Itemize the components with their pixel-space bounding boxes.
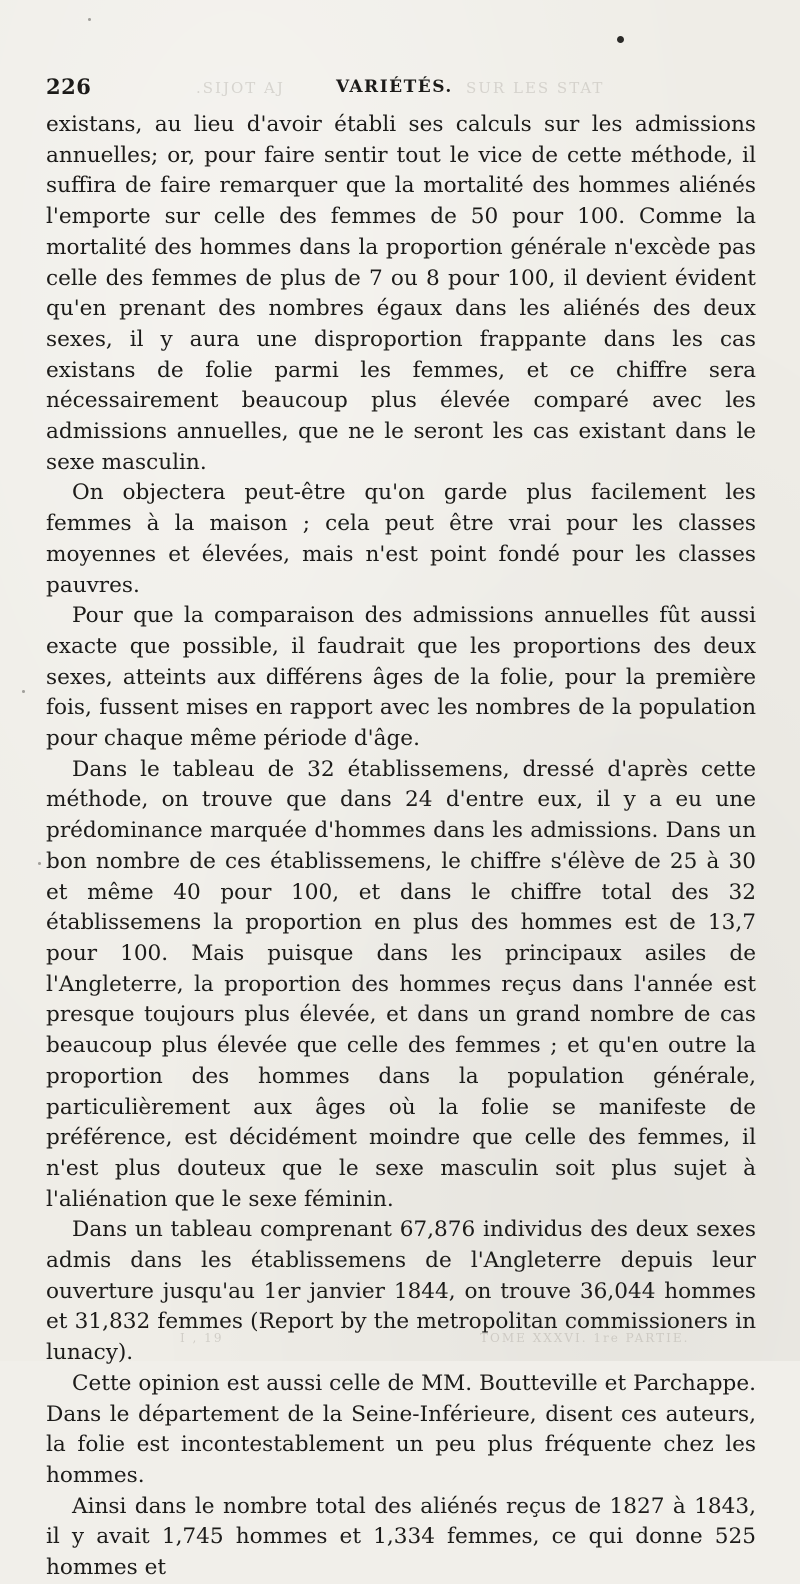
paragraph: Ainsi dans le nombre total des aliénés reçus de 1827 à 1843, il y avait 1,745 hommes et 1,334 femmes, ce qui donne 525 hommes et <box>46 1493 756 1581</box>
paragraph-continued: existans, au lieu d'avoir établi ses calculs sur les admissions annuelles; or, pour faire sentir tout le vice de cette méthode, il suffira de faire remarquer que la mortalité des hommes aliénés l'emporte sur celle des femmes de 50 pour 100. Comme la mortalité des hommes dans la proportion générale n'excède pas celle des femmes de plus de 7 ou 8 pour 100, il devient évident qu'en prenant des nombres égaux dans les aliénés des deux sexes, il y aura une disproportion frappante dans les cas existans de folie parmi les femmes, et ce chiffre sera nécessairement beaucoup plus élevée comparé avec les admissions annuelles, que ne le seront les cas existant dans le sexe masculin. <box>46 112 756 475</box>
running-title: VARIÉTÉS. <box>336 77 453 97</box>
show-through-footer-left: I , 19 <box>180 1331 224 1345</box>
show-through-header-left: .SIJOT AJ <box>196 79 285 97</box>
paragraph: Cette opinion est aussi celle de MM. Boutteville et Parchappe. Dans le département de la Seine-Inférieure, disent ces auteurs, la folie est incontestablement un peu plus fréquente chez les hommes. <box>46 1370 756 1488</box>
paper-speck <box>88 18 91 21</box>
body-text <box>46 110 756 1584</box>
page-header <box>46 74 754 104</box>
ink-blot <box>617 36 624 43</box>
paper-speck <box>22 690 25 693</box>
paragraph: Pour que la comparaison des admissions annuelles fût aussi exacte que possible, il faudrait que les proportions des deux sexes, atteints aux différens âges de la folie, pour la première fois, fussent mises en rapport avec les nombres de la population pour chaque même période d'âge. <box>46 603 756 752</box>
paragraph: On objectera peut-être qu'on garde plus facilement les femmes à la maison ; cela peut être vrai pour les classes moyennes et élevées, mais n'est point fondé pour les classes pauvres. <box>46 480 756 598</box>
show-through-footer-right: TOME XXXVI. 1re PARTIE. <box>480 1331 690 1345</box>
paragraph: Dans le tableau de 32 établissemens, dressé d'après cette méthode, on trouve que dans 24 d'entre eux, il y a eu une prédominance marquée d'hommes dans les admissions. Dans un bon nombre de ces établissemens, le chiffre s'élève de 25 à 30 et même 40 pour 100, et dans le chiffre total des 32 établissemens la proportion en plus des hommes est de 13,7 pour 100. Mais puisque dans les principaux asiles de l'Angleterre, la proportion des hommes reçus dans l'année est presque toujours plus élevée, et dans un grand nombre de cas beaucoup plus élevée que celle des femmes ; et qu'en outre la proportion des hommes dans la population générale, particulièrement aux âges où la folie se manifeste de préférence, est décidément moindre que celle des femmes, il n'est plus douteux que le sexe masculin soit plus sujet à l'aliénation que le sexe féminin. <box>46 756 756 1212</box>
paper-speck <box>38 862 41 865</box>
show-through-header-right: SUR LES STAT <box>466 79 605 97</box>
page-number: 226 <box>46 74 92 99</box>
paragraph: Dans un tableau comprenant 67,876 individus des deux sexes admis dans les établissemens de l'Angleterre depuis leur ouverture jusqu'au 1er janvier 1844, on trouve 36,044 hommes et 31,832 femmes (Report by the metropolitan commissioners in lunacy). <box>46 1217 756 1366</box>
